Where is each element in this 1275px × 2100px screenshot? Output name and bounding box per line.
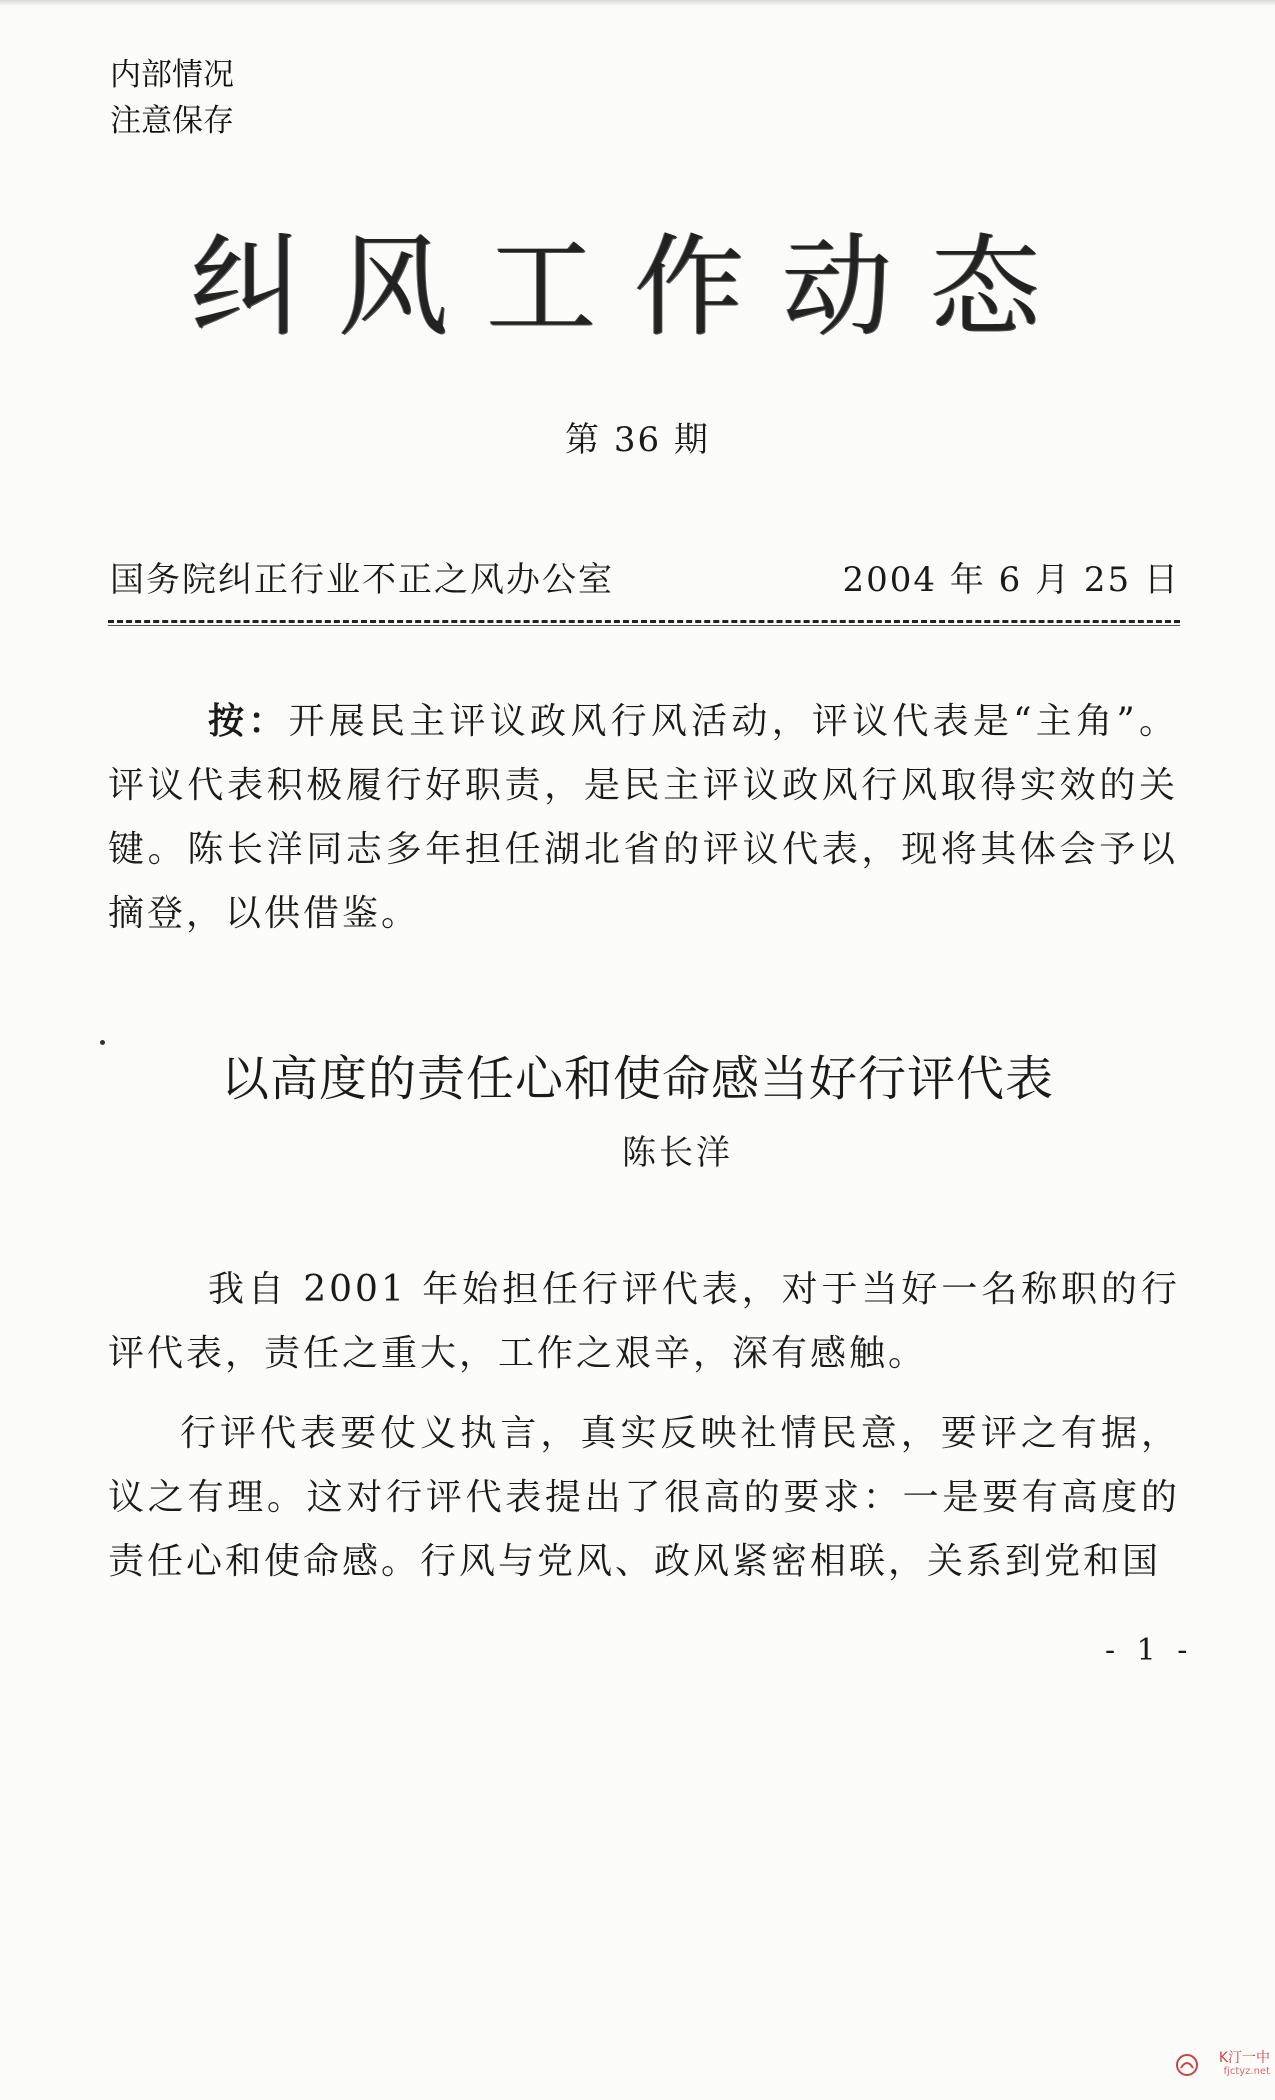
scan-edge-shadow (0, 0, 1275, 6)
article-author: 陈长洋 (622, 1133, 733, 1173)
classification-line-1: 内部情况 (110, 57, 234, 93)
site-watermark[interactable] (1200, 2050, 1270, 2092)
header-divider (108, 620, 1180, 623)
article-body (108, 1258, 1180, 1594)
editor-note-text: 开展民主评议政风行风活动，评议代表是“主角”。评议代表积极履行好职责，是民主评议政风行风取得实效的关键。陈长洋同志多年担任湖北省的评议代表，现将其体会予以摘登，以供借鉴。 (108, 701, 1178, 934)
watermark-text: K汀一中 (1218, 2050, 1270, 2066)
page-number: - 1 - (1105, 1633, 1194, 1668)
editor-note (108, 690, 1178, 946)
issuer-row (110, 552, 1180, 601)
masthead-title: 纠风工作动态 (190, 223, 1078, 351)
watermark-url: fjctyz.net (1223, 2066, 1270, 2077)
article-title: 以高度的责任心和使命感当好行评代表 (220, 1051, 1054, 1107)
editor-note-lead: 按： (208, 701, 289, 742)
article-paragraph-2: 行评代表要仗义执言，真实反映社情民意，要评之有据，议之有理。这对行评代表提出了很高的要求：一是要有高度的责任心和使命感。行风与党风、政风紧密相联，关系到党和国 (108, 1413, 1180, 1582)
issuer-name: 国务院纠正行业不正之风办公室 (110, 560, 614, 600)
watermark-logo-icon (1174, 2052, 1200, 2078)
classification-stamp (110, 52, 234, 144)
header-divider-thin (108, 625, 1180, 626)
classification-line-2: 注意保存 (110, 103, 234, 139)
article-paragraph-1: 我自 2001 年始担任行评代表，对于当好一名称职的行评代表，责任之重大，工作之艰辛，深有感触。 (108, 1269, 1180, 1374)
issue-number: 第 36 期 (565, 420, 710, 460)
issue-date: 2004 年 6 月 25 日 (842, 560, 1180, 600)
